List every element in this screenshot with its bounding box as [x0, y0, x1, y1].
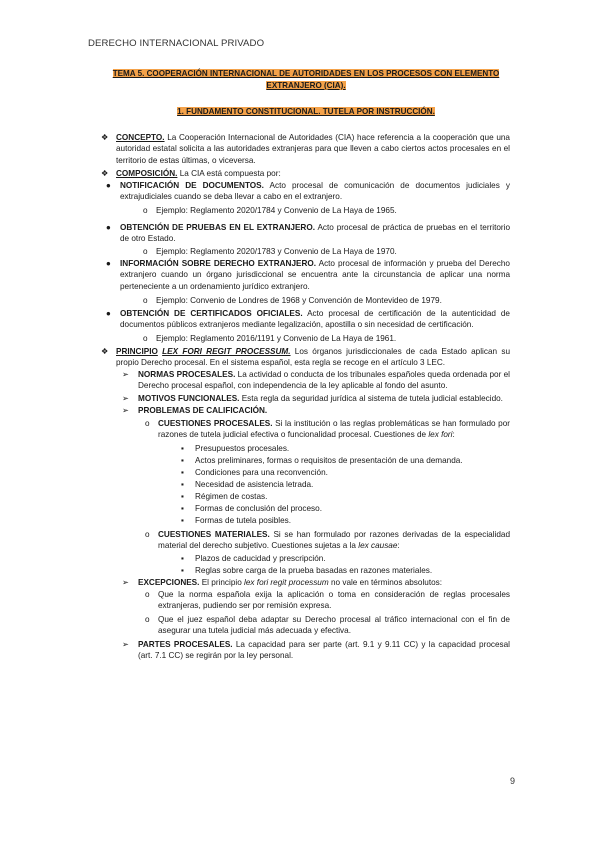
- list-item-motivos: [122, 393, 510, 404]
- square-bullet-icon: ▪: [181, 468, 184, 477]
- list-item-certificados: [106, 308, 510, 331]
- circle-bullet-icon: o: [145, 590, 150, 599]
- principio-italic: LEX FORI REGIT PROCESSUM.: [162, 347, 291, 356]
- square-bullet-icon: ▪: [181, 504, 184, 513]
- dot-bullet-icon: ●: [106, 181, 111, 190]
- list-item-partes: [122, 639, 510, 662]
- circle-bullet-icon: o: [143, 206, 148, 215]
- arrowhead-bullet-icon: ➢: [122, 394, 129, 403]
- list-item-proc-4: ▪ Necesidad de asistencia letrada.: [181, 480, 314, 489]
- list-item-informacion: [106, 258, 510, 292]
- list-item-concepto: [101, 132, 510, 166]
- section-title-text: 1. FUNDAMENTO CONSTITUCIONAL. TUTELA POR INSTRUCCIÓN.: [177, 107, 435, 116]
- arrowhead-bullet-icon: ➢: [122, 406, 129, 415]
- arrowhead-bullet-icon: ➢: [122, 370, 129, 379]
- list-item-mat-1: ▪ Plazos de caducidad y prescripción.: [181, 554, 326, 563]
- list-item-cuestiones-materiales: o CUESTIONES MATERIALES. Si se han formulado por razones derivadas de la especialidad material del derecho subjetivo. Cuestiones sujetas a la lex causae:: [145, 530, 510, 551]
- diamond-bullet-icon: ❖: [101, 133, 109, 142]
- normas-label: NORMAS PROCESALES.: [138, 370, 236, 379]
- notificacion-label: NOTIFICACIÓN DE DOCUMENTOS.: [120, 181, 264, 190]
- square-bullet-icon: ▪: [181, 480, 184, 489]
- square-bullet-icon: ▪: [181, 554, 184, 563]
- list-item-mat-2: ▪ Reglas sobre carga de la prueba basadas en razones materiales.: [181, 566, 433, 575]
- dot-bullet-icon: ●: [106, 309, 111, 318]
- list-item-notificacion: [106, 180, 510, 203]
- list-item-proc-6: ▪ Formas de conclusión del proceso.: [181, 504, 322, 513]
- motivos-text: Esta regla da seguridad jurídica al sistema de tutela judicial establecido.: [239, 394, 503, 403]
- list-item-problemas: [122, 405, 510, 416]
- circle-bullet-icon: o: [143, 334, 148, 343]
- list-item-informacion-ejemplo: o Ejemplo: Convenio de Londres de 1968 y Convención de Montevideo de 1979.: [143, 296, 442, 305]
- list-item-cuestiones-procesales: o CUESTIONES PROCESALES. Si la institución o las reglas problemáticas se han formulado por razones de tutela judicial efectiva o funcionalidad procesal. Cuestiones de lex fori:: [145, 419, 510, 440]
- circle-bullet-icon: o: [143, 296, 148, 305]
- pruebas-label: OBTENCIÓN DE PRUEBAS EN EL EXTRANJERO.: [120, 223, 315, 232]
- list-item-composicion: [101, 168, 510, 179]
- list-item-pruebas-ejemplo: o Ejemplo: Reglamento 2020/1783 y Convenio de La Haya de 1970.: [143, 247, 397, 256]
- arrowhead-bullet-icon: ➢: [122, 640, 129, 649]
- tema-title-text: TEMA 5. COOPERACIÓN INTERNACIONAL DE AUTORIDADES EN LOS PROCESOS CON ELEMENTO EXTRANJERO (CIA).: [112, 69, 500, 90]
- concepto-text: La Cooperación Internacional de Autoridades (CIA) hace referencia a la cooperación que una autoridad estatal solicita a las autoridades extranjeras para que lleven a cabo ciertos actos procesales en el territorio de estas últimas, o viceversa.: [116, 133, 510, 165]
- diamond-bullet-icon: ❖: [101, 169, 109, 178]
- square-bullet-icon: ▪: [181, 456, 184, 465]
- list-item-normas: [122, 369, 510, 392]
- motivos-label: MOTIVOS FUNCIONALES.: [138, 394, 240, 403]
- certificados-text: Acto procesal de certificación de la autenticidad de documentos públicos extranjeros mediante legalización, apostilla o sin necesidad de certificación.: [120, 309, 510, 330]
- square-bullet-icon: ▪: [181, 516, 184, 525]
- partes-label: PARTES PROCESALES.: [138, 640, 233, 649]
- list-item-proc-2: ▪ Actos preliminares, formas o requisitos de presentación de una demanda.: [181, 456, 463, 465]
- list-item-pruebas: [106, 222, 511, 245]
- section-title: [104, 106, 508, 118]
- diamond-bullet-icon: ❖: [101, 347, 109, 356]
- list-item-excepcion-2: o Que el juez español deba adaptar su Derecho procesal al tráfico internacional con el fin de asegurar una tutela judicial más adecuada y efectiva.: [145, 615, 510, 636]
- list-item-excepciones: ➢ EXCEPCIONES. El principio lex fori regit processum no vale en términos absolutos:: [122, 578, 443, 587]
- problemas-label: PROBLEMAS DE CALIFICACIÓN.: [138, 406, 268, 415]
- dot-bullet-icon: ●: [106, 223, 111, 232]
- circle-bullet-icon: o: [145, 419, 150, 428]
- list-item-proc-7: ▪ Formas de tutela posibles.: [181, 516, 292, 525]
- composicion-label: COMPOSICIÓN.: [116, 169, 178, 178]
- excepciones-label: EXCEPCIONES.: [138, 578, 200, 587]
- list-item-excepcion-1: o Que la norma española exija la aplicación o toma en consideración de reglas procesales extranjeras, pudiendo ser por remisión expresa.: [145, 590, 510, 611]
- certificados-label: OBTENCIÓN DE CERTIFICADOS OFICIALES.: [120, 309, 303, 318]
- list-item-certificados-ejemplo: o Ejemplo: Reglamento 2016/1191 y Convenio de La Haya de 1961.: [143, 334, 397, 343]
- list-item-notificacion-ejemplo: o Ejemplo: Reglamento 2020/1784 y Convenio de La Haya de 1965.: [143, 206, 397, 215]
- cuestiones-procesales-label: CUESTIONES PROCESALES.: [158, 419, 273, 428]
- notificacion-text: Acto procesal de comunicación de documentos judiciales y extrajudiciales cuando se deba llevar a cabo en el extranjero.: [120, 181, 510, 202]
- principio-text: Los órganos jurisdiccionales de cada Estado aplican su propio Derecho procesal. En el sistema español, esta regla se recoge en el artículo 3 LEC.: [116, 347, 511, 368]
- list-item-proc-5: ▪ Régimen de costas.: [181, 492, 268, 501]
- circle-bullet-icon: o: [145, 530, 150, 539]
- list-item-principio: [101, 346, 511, 369]
- circle-bullet-icon: o: [143, 247, 148, 256]
- cuestiones-materiales-label: CUESTIONES MATERIALES.: [158, 530, 270, 539]
- informacion-label: INFORMACIÓN SOBRE DERECHO EXTRANJERO.: [120, 259, 317, 268]
- list-item-proc-1: ▪ Presupuestos procesales.: [181, 444, 290, 453]
- page-number: 9: [510, 776, 516, 786]
- informacion-text: Acto procesal de información y prueba del Derecho extranjero cuando un órgano jurisdiccional se encuentra ante la circunstancia de aplicar una norma perteneciente a un ordenamiento jurídico extranjero.: [120, 259, 510, 291]
- principio-label: PRINCIPIO: [116, 347, 158, 356]
- normas-text: La actividad o conducta de los tribunales españoles queda ordenada por el Derecho procesal español, con independencia de la ley aplicable al fondo del asunto.: [138, 370, 510, 391]
- circle-bullet-icon: o: [145, 615, 150, 624]
- dot-bullet-icon: ●: [106, 259, 111, 268]
- square-bullet-icon: ▪: [181, 566, 184, 575]
- square-bullet-icon: ▪: [181, 444, 184, 453]
- pruebas-text: Acto procesal de práctica de pruebas en el territorio de otro Estado.: [120, 223, 511, 244]
- arrowhead-bullet-icon: ➢: [122, 578, 129, 587]
- square-bullet-icon: ▪: [181, 492, 184, 501]
- running-header: DERECHO INTERNACIONAL PRIVADO: [88, 38, 265, 49]
- concepto-label: CONCEPTO.: [116, 133, 165, 142]
- tema-title: [104, 68, 508, 92]
- composicion-text: La CIA está compuesta por:: [177, 169, 281, 178]
- partes-text: La capacidad para ser parte (art. 9.1 y 9.11 CC) y la capacidad procesal (art. 7.1 CC) se regirán por la ley personal.: [138, 640, 510, 661]
- list-item-proc-3: ▪ Condiciones para una reconvención.: [181, 468, 328, 477]
